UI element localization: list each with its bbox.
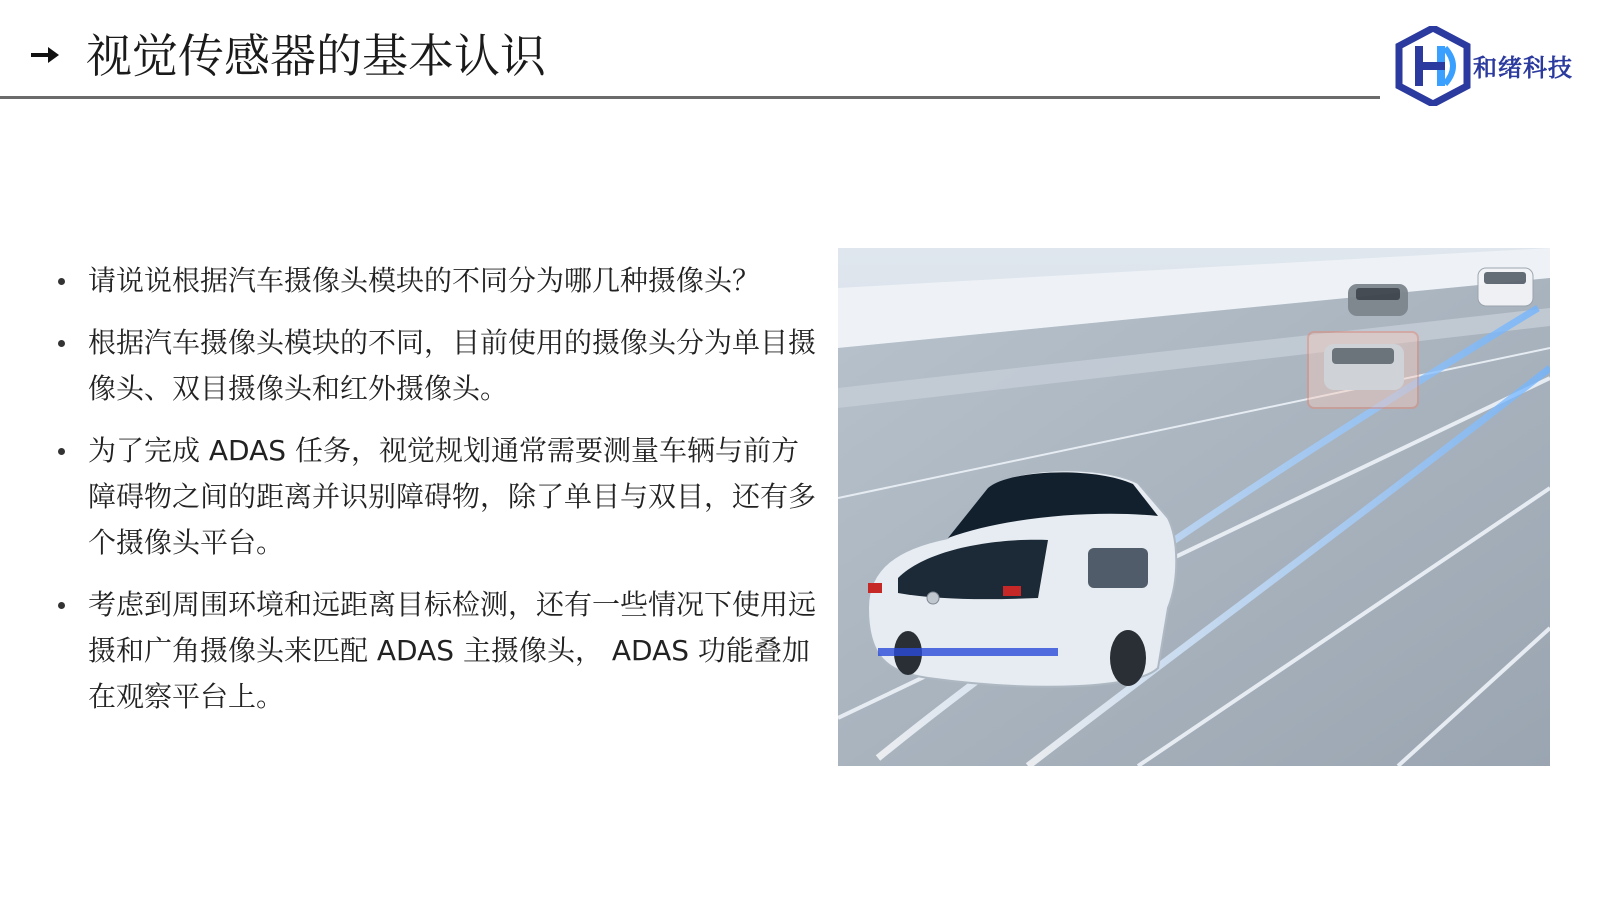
list-item: [56, 320, 826, 412]
list-item: [56, 258, 826, 304]
list-item: [56, 582, 826, 720]
bullet-list: [56, 258, 826, 736]
bullet-text: 根据汽车摄像头模块的不同，目前使用的摄像头分为单目摄像头、双目摄像头和红外摄像头。: [88, 326, 817, 405]
logo-name: 和绪科技: [1473, 54, 1573, 82]
bullet-dot-icon: [58, 448, 65, 455]
bullet-text: 为了完成 ADAS 任务，视觉规划通常需要测量车辆与前方障碍物之间的距离并识别障碍物，除了单目与双目，还有多个摄像头平台。: [88, 434, 817, 559]
bullet-text: 请说说根据汽车摄像头模块的不同分为哪几种摄像头？: [88, 264, 761, 297]
list-item: [56, 428, 826, 566]
bullet-dot-icon: [58, 340, 65, 347]
car-adas-road-illustration: [838, 248, 1550, 766]
company-logo: [1395, 26, 1585, 106]
bullet-dot-icon: [58, 602, 65, 609]
title-divider: [0, 96, 1380, 99]
page-title: 视觉传感器的基本认识: [86, 29, 546, 83]
slide-header: [0, 0, 1600, 110]
bullet-text: 考虑到周围环境和远距离目标检测，还有一些情况下使用远摄和广角摄像头来匹配 ADAS 主摄像头， ADAS 功能叠加在观察平台上。: [88, 588, 817, 713]
hd-hexagon-logo-icon: [1395, 26, 1471, 106]
arrow-right-icon: [28, 38, 62, 72]
bullet-dot-icon: [58, 278, 65, 285]
